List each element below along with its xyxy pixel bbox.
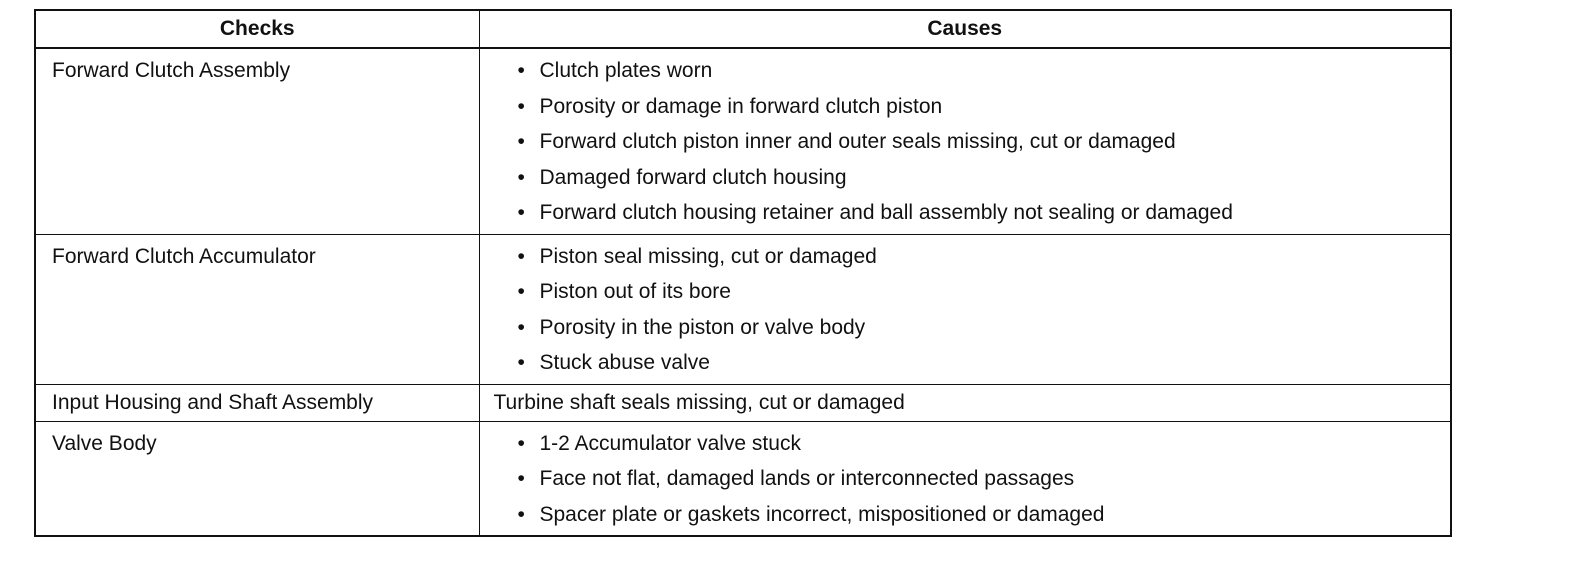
- cause-text: Forward clutch housing retainer and ball assembly not sealing or damaged: [539, 201, 1233, 224]
- cause-item: [480, 54, 1451, 90]
- cause-text: Porosity in the piston or valve body: [539, 315, 866, 339]
- cause-item: [480, 346, 1451, 382]
- column-header-checks: Checks: [35, 10, 479, 48]
- cause-text: Stuck abuse valve: [539, 351, 710, 374]
- cause-item: [480, 462, 1451, 498]
- bullet-icon: •: [517, 315, 525, 339]
- table-row: [35, 384, 1451, 421]
- cause-plain-text: Turbine shaft seals missing, cut or damaged: [479, 384, 1451, 421]
- cause-item: [480, 161, 1451, 197]
- check-cell: Input Housing and Shaft Assembly: [35, 384, 479, 421]
- cause-item: [480, 240, 1451, 276]
- check-cell: Forward Clutch Accumulator: [35, 234, 479, 384]
- causes-list: [480, 235, 1451, 384]
- cause-text: Porosity or damage in forward clutch piston: [539, 94, 943, 118]
- cause-item: [480, 427, 1451, 463]
- causes-cell: [479, 234, 1451, 384]
- table-header-row: [35, 10, 1451, 48]
- bullet-icon: •: [517, 201, 525, 224]
- cause-text: Piston out of its bore: [539, 280, 731, 303]
- bullet-icon: •: [517, 502, 525, 526]
- check-cell: Forward Clutch Assembly: [35, 48, 479, 234]
- cause-text: Damaged forward clutch housing: [539, 165, 847, 189]
- causes-cell: [479, 421, 1451, 536]
- cause-text: Spacer plate or gaskets incorrect, mispositioned or damaged: [539, 502, 1105, 526]
- bullet-icon: •: [517, 94, 525, 118]
- cause-item: [480, 498, 1451, 534]
- diagnosis-table: [34, 9, 1452, 537]
- cause-item: [480, 275, 1451, 311]
- causes-list: [480, 49, 1451, 234]
- bullet-icon: •: [517, 431, 525, 455]
- bullet-icon: •: [517, 165, 525, 189]
- table-row: [35, 234, 1451, 384]
- cause-text: Clutch plates worn: [539, 59, 713, 82]
- cause-text: Forward clutch piston inner and outer seals missing, cut or damaged: [539, 130, 1176, 153]
- cause-item: [480, 90, 1451, 126]
- bullet-icon: •: [517, 280, 525, 303]
- bullet-icon: •: [517, 467, 525, 490]
- table-row: [35, 48, 1451, 234]
- causes-cell: [479, 48, 1451, 234]
- table-row: [35, 421, 1451, 536]
- bullet-icon: •: [517, 351, 525, 374]
- causes-list: [480, 422, 1451, 536]
- bullet-icon: •: [517, 244, 525, 268]
- cause-text: 1-2 Accumulator valve stuck: [539, 431, 801, 455]
- cause-item: [480, 125, 1451, 161]
- cause-item: [480, 311, 1451, 347]
- cause-text: Face not flat, damaged lands or interconnected passages: [539, 467, 1075, 490]
- cause-text: Piston seal missing, cut or damaged: [539, 244, 877, 268]
- cause-item: [480, 196, 1451, 232]
- column-header-causes: Causes: [479, 10, 1451, 48]
- bullet-icon: •: [517, 59, 525, 82]
- bullet-icon: •: [517, 130, 525, 153]
- check-cell: Valve Body: [35, 421, 479, 536]
